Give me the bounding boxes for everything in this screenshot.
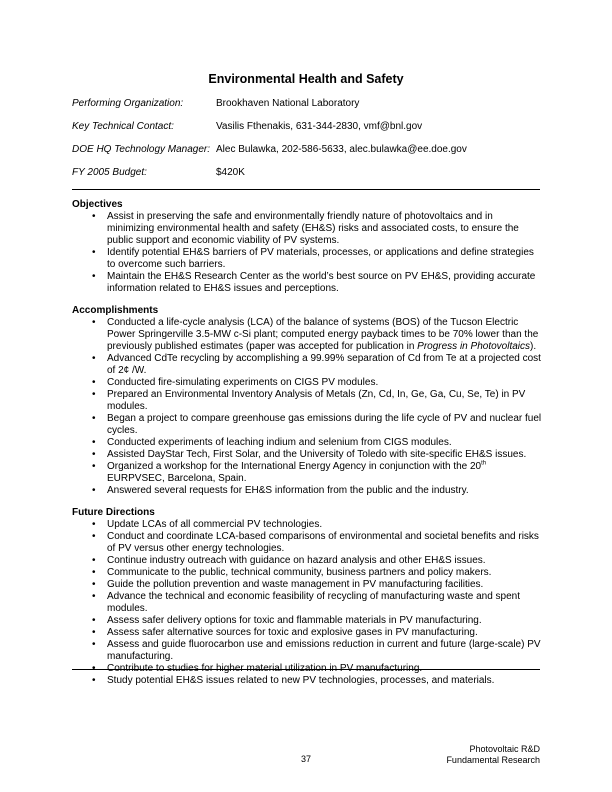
item-text: Conducted experiments of leaching indium and selenium from CIGS modules. bbox=[107, 437, 452, 448]
item-text: Advance the technical and economic feasibility of recycling of manufacturing waste and spent modules. bbox=[107, 591, 521, 614]
bullet: • bbox=[92, 461, 96, 472]
bullet: • bbox=[92, 485, 96, 496]
bullet: • bbox=[92, 579, 96, 590]
bullet: • bbox=[92, 211, 96, 222]
list-item bbox=[72, 675, 542, 687]
bullet: • bbox=[92, 663, 96, 674]
header-value: Alec Bulawka, 202-586-5633, alec.bulawka@ee.doe.gov bbox=[216, 144, 467, 155]
header-label: Performing Organization: bbox=[72, 98, 184, 109]
header-value: Brookhaven National Laboratory bbox=[216, 98, 360, 109]
item-text: Advanced CdTe recycling by accomplishing a 99.99% separation of Cd from Te at a projected cost of 2¢ /W. bbox=[107, 353, 541, 376]
item-text: Contribute to studies for higher material utilization in PV manufacturing. bbox=[107, 663, 423, 674]
item-text: Prepared an Environmental Inventory Analysis of Metals (Zn, Cd, In, Ge, Ga, Cu, Se, Te) in PV modules. bbox=[107, 389, 526, 412]
item-text: Conducted fire-simulating experiments on CIGS PV modules. bbox=[107, 377, 379, 388]
footer-line: Photovoltaic R&D bbox=[469, 744, 540, 754]
item-text: ). bbox=[530, 341, 537, 352]
bullet: • bbox=[92, 567, 96, 578]
list-item bbox=[72, 437, 542, 449]
bullet: • bbox=[92, 271, 96, 282]
list-item bbox=[72, 555, 542, 567]
item-text: Continue industry outreach with guidance on hazard analysis and other EH&S issues. bbox=[107, 555, 486, 566]
page-number: 37 bbox=[300, 754, 311, 764]
list-item bbox=[72, 485, 542, 497]
objectives-section bbox=[72, 199, 542, 295]
bullet: • bbox=[92, 413, 96, 424]
footer-line: Fundamental Research bbox=[446, 755, 540, 765]
item-text: Conduct and coordinate LCA-based comparisons of environmental and societal benefits and risks of PV versus other energy technologies. bbox=[107, 531, 539, 554]
divider-bottom bbox=[72, 669, 540, 670]
item-text: Maintain the EH&S Research Center as the world’s best source on PV EH&S, providing accurate information related to EH&S issues and perceptions. bbox=[107, 271, 536, 294]
bullet: • bbox=[92, 555, 96, 566]
bullet: • bbox=[92, 591, 96, 602]
bullet: • bbox=[92, 317, 96, 328]
list-item bbox=[72, 615, 542, 627]
item-text: Began a project to compare greenhouse gas emissions during the life cycle of PV and nuclear fuel cycles. bbox=[107, 413, 542, 436]
future-directions-heading: Future Directions bbox=[72, 507, 155, 518]
header-value: $420K bbox=[216, 167, 245, 178]
accomplishments-heading: Accomplishments bbox=[72, 305, 159, 316]
bullet: • bbox=[92, 639, 96, 650]
bullet: • bbox=[92, 449, 96, 460]
item-text: Assess safer delivery options for toxic and flammable materials in PV manufacturing. bbox=[107, 615, 482, 626]
list-item bbox=[72, 449, 542, 461]
divider-top bbox=[72, 189, 540, 190]
item-text: Conducted a life-cycle analysis (LCA) of the balance of systems (BOS) of the Tucson Electric Power Springerville 3.5-MW c-Si plant; computed energy payback times to be 70% lower than the previously published estimates (paper was accepted for publication in bbox=[107, 317, 539, 352]
header-value: Vasilis Fthenakis, 631-344-2830, vmf@bnl.gov bbox=[216, 121, 423, 132]
bullet: • bbox=[92, 437, 96, 448]
bullet: • bbox=[92, 353, 96, 364]
item-text: Assisted DayStar Tech, First Solar, and the University of Toledo with site-specific EH&S issues. bbox=[107, 449, 527, 460]
list-item bbox=[72, 317, 542, 353]
item-text: Communicate to the public, technical community, business partners and policy makers. bbox=[107, 567, 492, 578]
header-label: DOE HQ Technology Manager: bbox=[72, 144, 211, 155]
item-text: Guide the pollution prevention and waste management in PV manufacturing facilities. bbox=[107, 579, 484, 590]
item-text: Answered several requests for EH&S information from the public and the industry. bbox=[107, 485, 469, 496]
item-text: Organized a workshop for the International Energy Agency in conjunction with the 20 bbox=[107, 461, 482, 472]
list-item bbox=[72, 591, 542, 615]
bullet: • bbox=[92, 389, 96, 400]
item-text: EURPVSEC, Barcelona, Spain. bbox=[107, 473, 247, 484]
bullet: • bbox=[92, 247, 96, 258]
bullet: • bbox=[92, 615, 96, 626]
list-item bbox=[72, 461, 542, 485]
bullet: • bbox=[92, 531, 96, 542]
list-item bbox=[72, 377, 542, 389]
accomplishments-section bbox=[72, 305, 542, 497]
bullet: • bbox=[92, 377, 96, 388]
item-text: Assess safer alternative sources for toxic and explosive gases in PV manufacturing. bbox=[107, 627, 478, 638]
list-item bbox=[72, 211, 542, 247]
list-item bbox=[72, 627, 542, 639]
future-directions-section bbox=[72, 507, 542, 687]
objectives-heading: Objectives bbox=[72, 199, 123, 210]
item-text: Study potential EH&S issues related to new PV technologies, processes, and materials. bbox=[107, 675, 495, 686]
page-title: Environmental Health and Safety bbox=[208, 72, 404, 86]
list-item bbox=[72, 639, 542, 663]
item-text: Identify potential EH&S barriers of PV materials, processes, or applications and define strategies to overcome such barriers. bbox=[107, 247, 534, 270]
header-label: FY 2005 Budget: bbox=[72, 167, 147, 178]
superscript: th bbox=[481, 460, 487, 467]
list-item bbox=[72, 531, 542, 555]
list-item bbox=[72, 579, 542, 591]
item-text: Update LCAs of all commercial PV technologies. bbox=[107, 519, 323, 530]
list-item bbox=[72, 247, 542, 271]
item-text: Assess and guide fluorocarbon use and emissions reduction in current and future (large-scale) PV manufacturing. bbox=[107, 639, 541, 662]
bullet: • bbox=[92, 519, 96, 530]
document-body bbox=[72, 199, 542, 697]
footer-section-label bbox=[446, 744, 540, 766]
list-item bbox=[72, 389, 542, 413]
list-item bbox=[72, 271, 542, 295]
item-text: Assist in preserving the safe and environmentally friendly nature of photovoltaics and in minimizing environmental health and safety (EH&S) risks and associated costs, to ensure the public support and economic viability of PV systems. bbox=[107, 211, 519, 246]
list-item bbox=[72, 353, 542, 377]
list-item bbox=[72, 413, 542, 437]
bullet: • bbox=[92, 627, 96, 638]
journal-title: Progress in Photovoltaics bbox=[417, 341, 531, 352]
list-item bbox=[72, 567, 542, 579]
header-label: Key Technical Contact: bbox=[72, 121, 174, 132]
bullet: • bbox=[92, 675, 96, 686]
list-item bbox=[72, 519, 542, 531]
